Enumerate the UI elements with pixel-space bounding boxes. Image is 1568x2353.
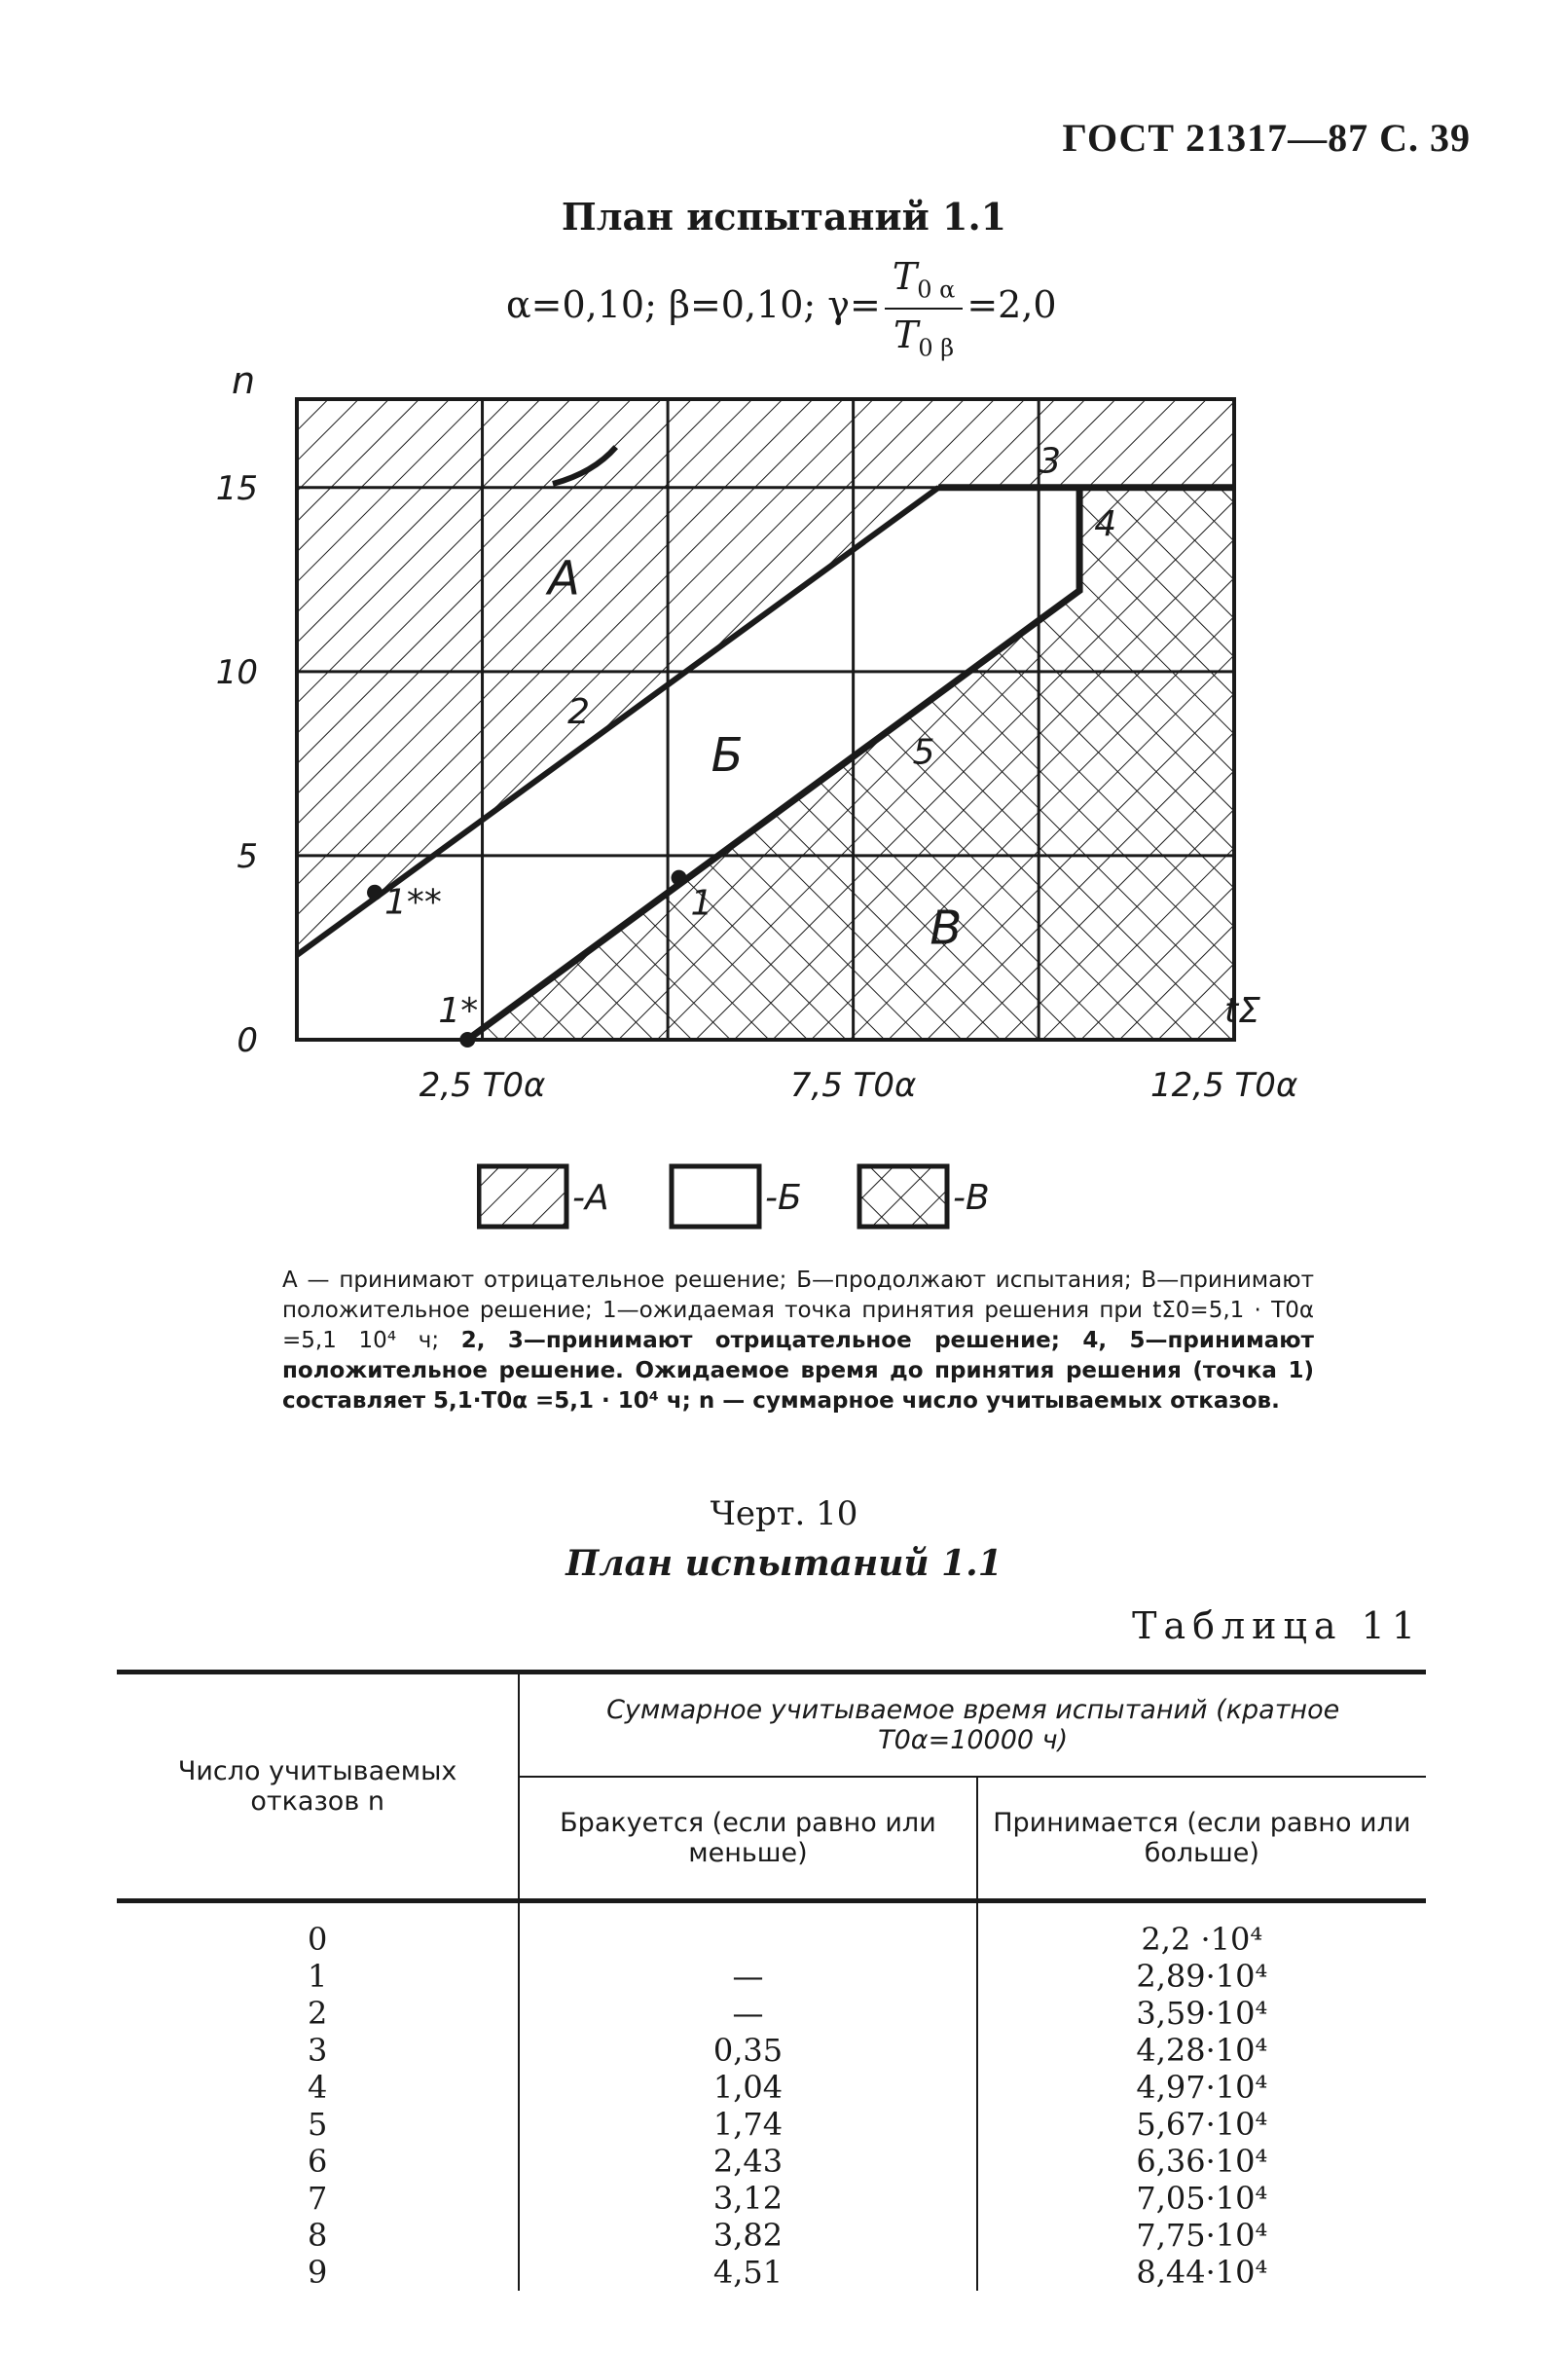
y-tick-label: 0 bbox=[237, 1021, 258, 1060]
cell-reject: 3,82 bbox=[519, 2217, 976, 2254]
cell-reject: 2,43 bbox=[519, 2143, 976, 2180]
cell-failures: 7 bbox=[307, 2180, 328, 2217]
table-title: План испытаний 1.1 bbox=[565, 1543, 1003, 1584]
cell-failures: 0 bbox=[307, 1921, 328, 1958]
cell-accept: 4,28·10⁴ bbox=[977, 2032, 1426, 2069]
cell-reject bbox=[519, 1901, 976, 1959]
point-1-double-star bbox=[367, 885, 383, 901]
table-row bbox=[117, 2032, 1426, 2069]
col-group-header: Суммарное учитываемое время испытаний (кратное T0α=10000 ч) bbox=[519, 1673, 1426, 1778]
cell-reject: 3,12 bbox=[519, 2180, 976, 2217]
y-tick-label: 15 bbox=[215, 468, 258, 508]
line-label-3: 3 bbox=[1039, 441, 1062, 482]
formula-prefix: α=0,10; β=0,10; γ= bbox=[506, 283, 881, 327]
cell-accept: 2,89·10⁴ bbox=[977, 1958, 1426, 1995]
formula-suffix: =2,0 bbox=[966, 283, 1057, 327]
formula-numerator: T bbox=[892, 255, 918, 298]
cell-accept: 2,2 ·10⁴ bbox=[977, 1901, 1426, 1959]
point-label-1-double-star: 1** bbox=[384, 882, 442, 923]
table-row bbox=[117, 2217, 1426, 2254]
legend-swatch-b bbox=[672, 1166, 759, 1227]
cell-failures: 4 bbox=[307, 2069, 328, 2106]
line-label-2: 2 bbox=[567, 691, 591, 732]
table-label: Таблица 11 bbox=[1132, 1604, 1422, 1647]
legend-swatch-a bbox=[479, 1166, 566, 1227]
cell-failures: 9 bbox=[307, 2254, 328, 2291]
figure-caption bbox=[282, 1266, 1314, 1416]
x-tick-label: 2,5 Т0α bbox=[419, 1066, 546, 1105]
cell-accept: 5,67·10⁴ bbox=[977, 2106, 1426, 2143]
cell-failures: 2 bbox=[307, 1995, 328, 2032]
x-tick-label: 12,5 Т0α bbox=[1150, 1066, 1298, 1105]
region-label-a: А bbox=[547, 551, 580, 607]
point-label-1-star: 1* bbox=[438, 991, 479, 1031]
legend bbox=[0, 1158, 1568, 1236]
cell-accept: 8,44·10⁴ bbox=[977, 2254, 1426, 2291]
line-label-4: 4 bbox=[1094, 503, 1117, 544]
col-failures-header: Число учитываемых отказов n bbox=[117, 1673, 519, 1901]
cell-reject: — bbox=[519, 1995, 976, 2032]
cell-reject: — bbox=[519, 1958, 976, 1995]
table-row bbox=[117, 2254, 1426, 2291]
cell-failures: 6 bbox=[307, 2143, 328, 2180]
figure-title: План испытаний 1.1 bbox=[561, 195, 1007, 239]
figure-number: Черт. 10 bbox=[710, 1494, 858, 1533]
table-row bbox=[117, 2106, 1426, 2143]
point-label-1: 1 bbox=[690, 883, 713, 924]
cell-accept: 7,05·10⁴ bbox=[977, 2180, 1426, 2217]
legend-swatch-v bbox=[859, 1166, 947, 1227]
table-row bbox=[117, 1995, 1426, 2032]
cell-accept: 7,75·10⁴ bbox=[977, 2217, 1426, 2254]
point-1-star bbox=[459, 1032, 475, 1048]
region-label-v: В bbox=[930, 901, 963, 956]
cell-accept: 3,59·10⁴ bbox=[977, 1995, 1426, 2032]
cell-reject: 1,04 bbox=[519, 2069, 976, 2106]
caption-part-2: 2, 3—принимают отрицательное решение; 4, 5—принимают положительное решение. Ожидаемое время до принятия решения (точка 1) составляет 5,1·T0α =5,1 · 10⁴ ч; n — суммарное число учитываемых отказов. bbox=[282, 1328, 1314, 1414]
table-row bbox=[117, 1901, 1426, 1959]
table-row bbox=[117, 2180, 1426, 2217]
formula-denominator: T bbox=[893, 313, 919, 356]
y-axis-label: n bbox=[231, 359, 256, 402]
cell-failures: 5 bbox=[307, 2106, 328, 2143]
legend-label-a: -А bbox=[572, 1178, 609, 1218]
region-label-b: Б bbox=[711, 727, 744, 783]
y-tick-label: 5 bbox=[237, 836, 258, 876]
caption-part-1: А — принимают отрицательное решение; Б—продолжают испытания; В—принимают положительное решение; 1—ожидаемая точка принятия решения при tΣ0=5,1 · T0α =5,1 10⁴ ч; bbox=[282, 1268, 1314, 1353]
page-header: ГОСТ 21317—87 С. 39 bbox=[1062, 116, 1471, 160]
col-reject-header: Бракуется (если равно или меньше) bbox=[519, 1777, 976, 1901]
x-tick-label: 7,5 Т0α bbox=[789, 1066, 917, 1105]
cell-reject: 0,35 bbox=[519, 2032, 976, 2069]
cell-failures: 3 bbox=[307, 2032, 328, 2069]
table-row bbox=[117, 1958, 1426, 1995]
y-tick-label: 10 bbox=[215, 652, 258, 692]
cell-accept: 4,97·10⁴ bbox=[977, 2069, 1426, 2106]
col-accept-header: Принимается (если равно или больше) bbox=[977, 1777, 1426, 1901]
cell-reject: 1,74 bbox=[519, 2106, 976, 2143]
line-label-5: 5 bbox=[912, 732, 935, 773]
cell-reject: 4,51 bbox=[519, 2254, 976, 2291]
formula-denominator-sub: 0 β bbox=[918, 334, 955, 362]
cell-accept: 6,36·10⁴ bbox=[977, 2143, 1426, 2180]
table-row bbox=[117, 2143, 1426, 2180]
point-1 bbox=[672, 870, 687, 886]
data-table bbox=[117, 1670, 1426, 2291]
formula-numerator-sub: 0 α bbox=[917, 276, 956, 304]
x-axis-label: tΣ bbox=[1224, 991, 1260, 1031]
legend-label-v: -В bbox=[953, 1178, 990, 1218]
legend-label-b: -Б bbox=[765, 1178, 802, 1218]
cell-failures: 8 bbox=[307, 2217, 328, 2254]
cell-failures: 1 bbox=[307, 1958, 328, 1995]
table-row bbox=[117, 2069, 1426, 2106]
